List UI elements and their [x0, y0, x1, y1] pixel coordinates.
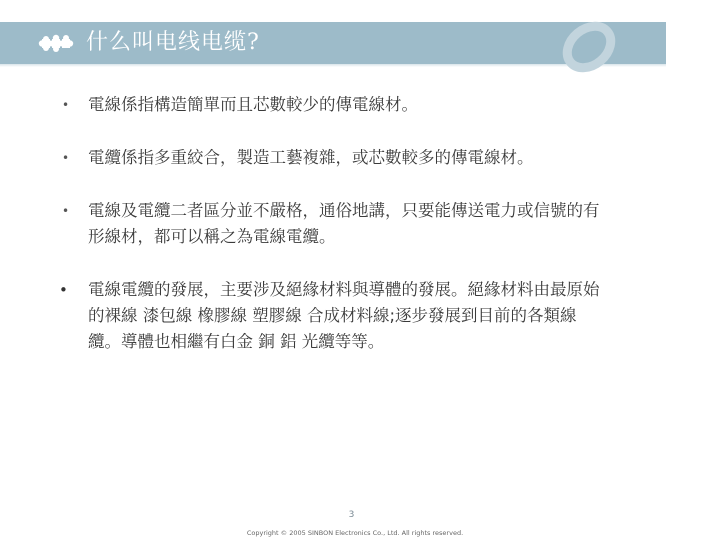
- list-item: [62, 198, 602, 250]
- list-item: [62, 145, 602, 171]
- list-item: [62, 92, 602, 118]
- bullet-text: 電線電纜的發展，主要涉及絕緣材料與導體的發展。絕緣材料由最原始的裸線 漆包線 橡膠線 塑膠線 合成材料線;逐步發展到目前的各類線纜。導體也相繼有白金 銅 鋁 光纜等等。: [88, 280, 600, 351]
- bullet-marker: •: [62, 204, 70, 218]
- list-item: [59, 277, 602, 355]
- bullet-text: 電纜係指多重絞合，製造工藝複雜，或芯數較多的傳電線材。: [88, 148, 534, 167]
- bullet-marker: •: [59, 281, 68, 299]
- bullet-marker: •: [62, 98, 70, 112]
- page-title: 什么叫电线电缆?: [86, 30, 260, 55]
- bullet-list: [59, 92, 602, 382]
- ring-icon: [555, 10, 625, 76]
- bullet-text: 電線係指構造簡單而且芯數較少的傳電線材。: [88, 95, 418, 114]
- page-number: 3: [348, 510, 355, 520]
- puzzle-icon: [38, 31, 74, 55]
- copyright-notice: Copyright © 2005 SINBON Electronics Co., Ltd. All rights reserved.: [246, 529, 464, 537]
- bullet-text: 電線及電纜二者區分並不嚴格，通俗地講，只要能傳送電力或信號的有形線材，都可以稱之為電線電纜。: [88, 201, 600, 246]
- bullet-marker: •: [62, 151, 70, 165]
